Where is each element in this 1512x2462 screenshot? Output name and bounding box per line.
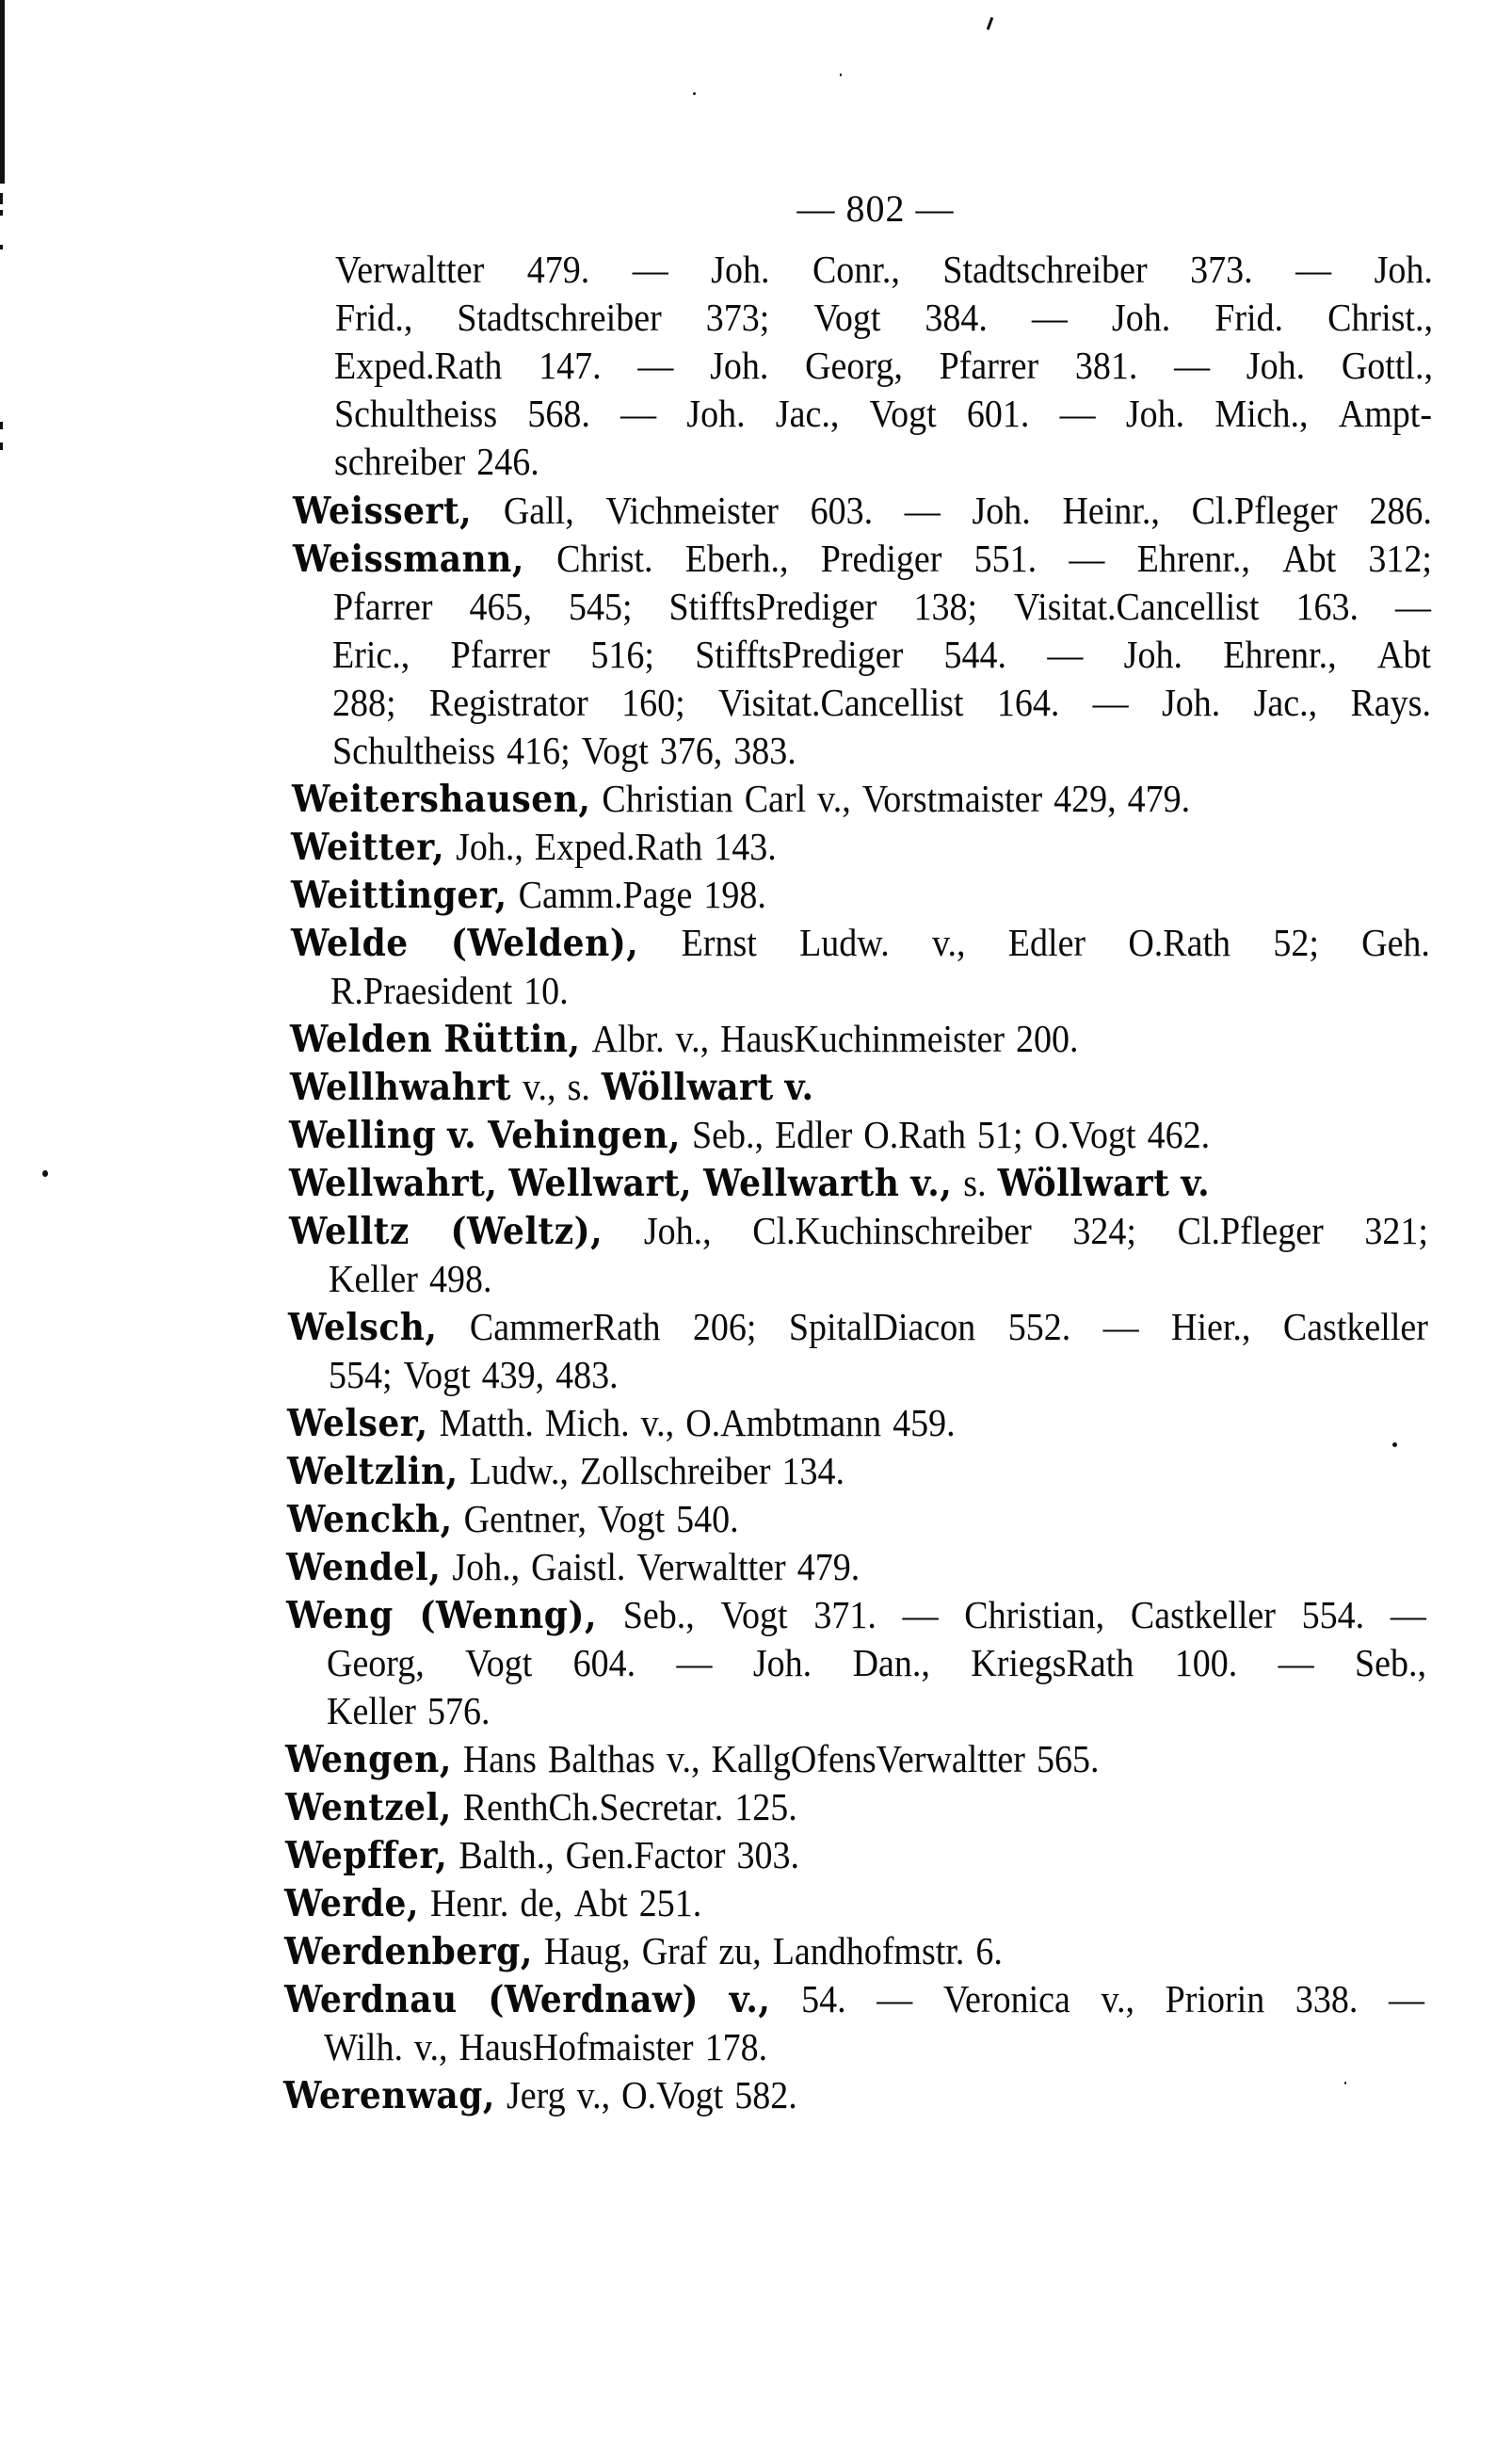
entry-text: — (1390, 1594, 1426, 1637)
entry-text: Balth., (458, 1834, 555, 1877)
entry-text: StifftsPrediger (668, 586, 877, 629)
scan-edge-shadow (0, 0, 5, 184)
entry-text: 540. (676, 1498, 739, 1541)
entry-text: O.Rath (863, 1114, 966, 1157)
entry-text: Vogt (581, 730, 649, 773)
entry-continuation-line (335, 245, 1433, 296)
entry-text: 383. (733, 730, 796, 773)
entry-text: Cl.Pfleger (1191, 490, 1338, 533)
entry-text: Frid. (1214, 297, 1284, 340)
entry-text: 416; (507, 730, 571, 773)
headword: Wöllwart (997, 1162, 1170, 1205)
entry-text: Cl.Pfleger (1177, 1210, 1324, 1253)
headword: Wenckh, (287, 1498, 453, 1541)
entry-text: Vogt (869, 393, 937, 436)
entry-text: — (1031, 297, 1068, 340)
entry-text: — (1069, 538, 1105, 581)
entry-text: 576. (426, 1690, 491, 1733)
headword: (Welden), (450, 922, 639, 965)
entry-text: Gentner, (463, 1498, 587, 1541)
entry-line (286, 1542, 1427, 1593)
entry-text: Abt (1376, 634, 1431, 677)
headword: v., (910, 1162, 953, 1205)
entry-text: Vogt (813, 297, 881, 340)
entry-text: Visitat.Cancellist (1013, 586, 1260, 629)
entry-text: Wilh. (324, 2026, 403, 2069)
entry-text: Edler (1007, 922, 1086, 965)
entry-text: 54. (801, 1978, 846, 2021)
entry-text: Pfarrer (939, 345, 1039, 388)
entry-continuation-line (333, 582, 1431, 633)
entry-text: — (904, 490, 941, 533)
entry-text: Schultheiss (332, 730, 496, 773)
headword: Wellwarth (703, 1162, 900, 1205)
entry-text: Seb., (691, 1114, 764, 1157)
entry-text: Vogt (598, 1498, 666, 1541)
entry-text: 565. (1036, 1738, 1100, 1781)
entry-text: Pfarrer (333, 586, 433, 629)
entry-text: Christian (602, 778, 733, 821)
entry-text: RenthCh.Secretar. (462, 1786, 724, 1829)
entry-text: — (637, 345, 674, 388)
entry-text: 551. (973, 538, 1037, 581)
entry-line (289, 1206, 1428, 1257)
entry-line (284, 1926, 1425, 1977)
entry-text: Ludw., (469, 1450, 569, 1493)
entry-text: Jac., (1253, 682, 1318, 725)
entry-text: Prediger (820, 538, 942, 581)
entry-text: Geh. (1361, 922, 1430, 965)
entry-line (286, 1590, 1426, 1641)
entry-continuation-line (329, 1254, 1428, 1305)
entry-line (290, 1062, 1429, 1113)
entry-text: 479. (526, 249, 590, 292)
entry-continuation-line (329, 1350, 1428, 1401)
entry-text: — (1047, 634, 1084, 677)
headword: v. (447, 1114, 477, 1157)
entry-text: 604. (572, 1642, 636, 1685)
entry-text: — (1059, 393, 1096, 436)
entry-text: Joh. (1111, 297, 1171, 340)
entry-text: Graf (641, 1930, 708, 1973)
entry-text: — (1092, 682, 1129, 725)
entry-text: 439, (481, 1354, 545, 1397)
entry-text: 178. (704, 2026, 768, 2069)
entry-text: Pfarrer (450, 634, 551, 677)
speck (42, 1170, 48, 1177)
entry-text: Matth. (439, 1402, 534, 1445)
entry-continuation-line (332, 726, 1431, 777)
headword: Welser, (287, 1402, 428, 1445)
entry-text: v., (640, 1402, 675, 1445)
entry-text: 164. (996, 682, 1060, 725)
entry-text: — (1295, 249, 1332, 292)
entry-text: Landhofmstr. (772, 1930, 965, 1973)
entry-text: Mich., (1214, 393, 1309, 436)
entry-continuation-line (332, 630, 1431, 681)
entry-text: s. (567, 1066, 590, 1109)
headword: Vehingen, (488, 1114, 681, 1157)
entry-line (285, 1830, 1425, 1881)
entry-text: de, (520, 1882, 563, 1925)
entry-line (287, 1494, 1427, 1545)
entry-text: Vogt (720, 1594, 788, 1637)
entry-text: Mich. (544, 1402, 630, 1445)
entry-text: — (877, 1978, 913, 2021)
entry-text: Joh. (1125, 393, 1185, 436)
entry-continuation-line (330, 966, 1429, 1017)
entry-line (293, 534, 1432, 585)
entry-text: 246. (476, 441, 539, 484)
entry-text: 483. (555, 1354, 619, 1397)
headword: Welden (290, 1018, 433, 1061)
entry-text: Eric., (332, 634, 410, 677)
entry-text: Joh. (1123, 634, 1182, 677)
entry-text: 373; (705, 297, 770, 340)
entry-text: Cl.Kuchinschreiber (752, 1210, 1032, 1253)
entry-text: O.Ambtmann (685, 1402, 882, 1445)
entry-text: — (632, 249, 668, 292)
entry-line (284, 1974, 1424, 2025)
entry-text: Verwaltter (636, 1546, 786, 1589)
entry-text: Christ. (556, 538, 653, 581)
entry-text: 479. (1127, 778, 1191, 821)
entry-text: Hier., (1171, 1306, 1251, 1349)
entry-text: HausHofmaister (458, 2026, 694, 2069)
entry-line (283, 2070, 1424, 2121)
headword: Welde (291, 922, 409, 965)
entry-text: Jac., (775, 393, 840, 436)
headword: Wellwahrt, (289, 1162, 498, 1205)
entry-text: 6. (975, 1930, 1003, 1973)
entry-text: Vogt (403, 1354, 471, 1397)
entry-text: — (1394, 586, 1431, 629)
scan-edge-mark (0, 245, 3, 249)
headword: Wentzel, (285, 1786, 452, 1829)
entry-continuation-line (334, 341, 1433, 392)
entry-text: Joh. (1246, 345, 1306, 388)
entry-text: Joh. (686, 393, 746, 436)
entry-line (291, 822, 1430, 873)
headword: (Wenng), (419, 1594, 598, 1637)
entry-text: 376, (659, 730, 723, 773)
headword: Wengen, (285, 1738, 452, 1781)
entry-text: KallgOfensVerwaltter (711, 1738, 1025, 1781)
entry-text: Christ., (1327, 297, 1433, 340)
entry-text: Gall, (503, 490, 574, 533)
entry-text: 206; (692, 1306, 757, 1349)
headword: (Weltz), (450, 1210, 603, 1253)
entry-text: Georg, (327, 1642, 425, 1685)
entry-continuation-line (327, 1686, 1426, 1737)
entry-text: 568. (527, 393, 590, 436)
entry-text: Dan., (852, 1642, 930, 1685)
headword: (Werdnaw) (488, 1978, 699, 2021)
entry-text: 52; (1273, 922, 1319, 965)
headword: Weng (286, 1594, 394, 1637)
entry-text: 10. (523, 970, 569, 1013)
entry-text: Carl (744, 778, 807, 821)
entry-text: 554; (329, 1354, 393, 1397)
entry-text: Castkeller (1282, 1306, 1428, 1349)
entry-text: Joh. (752, 1642, 812, 1685)
entry-text: 603. (810, 490, 874, 533)
entry-text: Zollschreiber (579, 1450, 771, 1493)
entry-text: Christian, (964, 1594, 1105, 1637)
entry-text: Exped.Rath (534, 826, 703, 869)
headword: Werenwag, (283, 2074, 495, 2117)
entry-text: 498. (428, 1258, 492, 1301)
entry-text: 198. (703, 874, 766, 917)
entry-text: 554. (1301, 1594, 1365, 1637)
entry-text: Stadtschreiber (457, 297, 662, 340)
entry-text: 200. (1015, 1018, 1079, 1061)
entry-text: 462. (1147, 1114, 1211, 1157)
scan-edge-mark (0, 193, 3, 204)
entry-line (291, 918, 1430, 969)
entry-line (285, 1734, 1426, 1785)
scan-edge-mark (0, 443, 3, 450)
entry-text: Joh. (1161, 682, 1221, 725)
entry-text: 321; (1364, 1210, 1428, 1253)
entry-line (287, 1446, 1427, 1497)
entry-text: v., (666, 1738, 700, 1781)
page-number: — 802 — (796, 187, 955, 230)
entry-text: — (1388, 1978, 1424, 2021)
entry-text: 147. (539, 345, 602, 388)
entry-text: Heinr., (1062, 490, 1160, 533)
entry-text: Joh., (643, 1210, 712, 1253)
entry-text: Seb., (622, 1594, 695, 1637)
headword: Werde, (284, 1882, 419, 1925)
entry-text: Haug, (543, 1930, 631, 1973)
entry-text: Henr. (429, 1882, 509, 1925)
entry-text: 143. (714, 826, 777, 869)
entry-text: Joh., (452, 1546, 521, 1589)
stray-mark (987, 17, 994, 30)
speck (840, 73, 842, 76)
headword: v. (1181, 1162, 1211, 1205)
entry-text: 479. (796, 1546, 861, 1589)
entry-text: Ludw. (799, 922, 890, 965)
entry-text: v., (576, 2074, 611, 2117)
entry-text: Ehrenr., (1223, 634, 1337, 677)
entry-line (291, 870, 1430, 921)
entry-text: v., (932, 922, 966, 965)
entry-text: v., (1101, 1978, 1135, 2021)
entry-text: Joh. (710, 345, 769, 388)
entry-continuation-line (327, 1638, 1426, 1689)
headword: Werdnau (284, 1978, 458, 2021)
entry-text: 312; (1368, 538, 1432, 581)
entry-text: v., (523, 1066, 556, 1109)
entry-text: 545; (568, 586, 633, 629)
entry-line (289, 1110, 1429, 1161)
entry-text: zu, (718, 1930, 762, 1973)
entry-text: — (1278, 1642, 1314, 1685)
entry-line (292, 774, 1430, 825)
entry-text: 384. (925, 297, 988, 340)
entry-text: Keller (329, 1258, 418, 1301)
entry-text: Visitat.Cancellist (717, 682, 964, 725)
headword: Wellwart, (508, 1162, 693, 1205)
entry-line (285, 1782, 1425, 1833)
entry-text: Registrator (428, 682, 588, 725)
entry-text: Priorin (1165, 1978, 1265, 2021)
headword: Rüttin, (443, 1018, 581, 1061)
entry-text: v., (413, 2026, 448, 2069)
entry-text: Verwaltter (335, 249, 485, 292)
entry-text: O.Rath (1128, 922, 1231, 965)
entry-text: — (620, 393, 657, 436)
headword: Wendel, (286, 1546, 442, 1589)
entry-text: Jerg (506, 2074, 566, 2117)
entry-text: Veronica (942, 1978, 1070, 2021)
entry-text: Vorstmaister (861, 778, 1043, 821)
headword: Werdenberg, (284, 1930, 533, 1973)
entry-text: Joh. (972, 490, 1031, 533)
entry-text: Eberh., (684, 538, 789, 581)
entry-text: KriegsRath (971, 1642, 1134, 1685)
entry-line (289, 1158, 1428, 1209)
entry-text: 381. (1074, 345, 1138, 388)
entry-text: 100. (1174, 1642, 1238, 1685)
entry-text: Conr., (812, 249, 900, 292)
entry-text: Joh. (711, 249, 770, 292)
entry-text: 371. (813, 1594, 877, 1637)
headword: Wellhwahrt (290, 1066, 512, 1109)
entry-text: Vichmeister (605, 490, 779, 533)
entry-text: 160; (621, 682, 685, 725)
entry-continuation-line (332, 678, 1431, 729)
entry-text: O.Vogt (1034, 1114, 1136, 1157)
headword: Weltzlin, (287, 1450, 458, 1493)
entry-continuation-line (335, 293, 1433, 344)
entry-continuation-line (334, 389, 1432, 440)
speck (693, 92, 696, 95)
scan-edge-mark (0, 210, 3, 216)
entry-text: Vogt (465, 1642, 533, 1685)
entry-text: Gottl., (1341, 345, 1433, 388)
entry-text: Gaistl. (531, 1546, 626, 1589)
entry-continuation-line (324, 2022, 1424, 2073)
entry-text: — (1102, 1306, 1139, 1349)
entry-text: Ernst (681, 922, 757, 965)
entry-text: 516; (590, 634, 654, 677)
entry-text: 251. (638, 1882, 702, 1925)
entry-text: Albr. (591, 1018, 665, 1061)
entry-text: Georg, (805, 345, 903, 388)
entry-text: 286. (1369, 490, 1432, 533)
headword: Welsch, (288, 1306, 438, 1349)
entry-text: Joh., (456, 826, 523, 869)
entry-text: — (1174, 345, 1211, 388)
entry-text: v., (675, 1018, 710, 1061)
entry-text: Abt (573, 1882, 628, 1925)
scan-edge-mark (0, 422, 3, 429)
entry-text: O.Vogt (621, 2074, 724, 2117)
headword: Welling (289, 1114, 437, 1157)
entry-text: 582. (734, 2074, 797, 2117)
entry-text: R.Praesident (330, 970, 513, 1013)
entry-line (287, 1398, 1427, 1449)
entry-text: 138; (913, 586, 977, 629)
entry-text: 552. (1007, 1306, 1071, 1349)
entry-text: s. (963, 1162, 987, 1205)
entry-continuation-line (334, 437, 1432, 488)
entry-line (288, 1302, 1428, 1353)
entry-text: Frid., (335, 297, 413, 340)
entry-text: — (676, 1642, 713, 1685)
entry-text: Stadtschreiber (942, 249, 1148, 292)
entry-text: v., (817, 778, 851, 821)
headword: Weissmann, (293, 538, 524, 581)
entry-text: 288; (332, 682, 396, 725)
entry-text: 338. (1295, 1978, 1359, 2021)
entry-text: Exped.Rath (334, 345, 503, 388)
entry-line (293, 486, 1432, 537)
headword: Weissert, (293, 490, 473, 533)
entry-text: Keller (327, 1690, 416, 1733)
headword: v. (784, 1066, 814, 1109)
entry-text: 324; (1072, 1210, 1136, 1253)
entry-text: Joh. (1374, 249, 1433, 292)
headword: Wepffer, (285, 1834, 448, 1877)
entry-line (284, 1878, 1425, 1929)
entry-text: SpitalDiacon (788, 1306, 976, 1349)
entry-text: HausKuchinmeister (720, 1018, 1005, 1061)
entry-text: Schultheiss (334, 393, 498, 436)
entry-text: 465, (469, 586, 532, 629)
entry-text: 303. (736, 1834, 800, 1877)
entry-text: 429, (1054, 778, 1117, 821)
entry-text: 125. (734, 1786, 797, 1829)
entry-text: StifftsPrediger (695, 634, 904, 677)
entry-text: 163. (1295, 586, 1359, 629)
entry-text: 134. (781, 1450, 844, 1493)
headword: Weitershausen, (292, 778, 591, 821)
entry-text: Ampt- (1338, 393, 1432, 436)
entry-text: 373. (1190, 249, 1253, 292)
entry-text: Balthas (547, 1738, 655, 1781)
entry-text: Gen.Factor (565, 1834, 726, 1877)
entry-text: Camm.Page (518, 874, 693, 917)
entry-line (290, 1014, 1429, 1065)
headword: Weittinger, (291, 874, 507, 917)
entry-text: Seb., (1354, 1642, 1426, 1685)
entry-text: 459. (893, 1402, 956, 1445)
headword: Wöllwart (601, 1066, 774, 1109)
entry-text: Hans (462, 1738, 537, 1781)
entry-text: 601. (966, 393, 1030, 436)
headword: v., (729, 1978, 771, 2021)
entry-text: Edler (774, 1114, 853, 1157)
headword: Weitter, (291, 826, 445, 869)
entry-text: 544. (943, 634, 1007, 677)
entry-text: schreiber (334, 441, 466, 484)
entry-text: CammerRath (469, 1306, 661, 1349)
entry-text: Ehrenr., (1136, 538, 1250, 581)
entry-text: Abt (1282, 538, 1337, 581)
entry-text: Rays. (1350, 682, 1431, 725)
headword: Welltz (289, 1210, 410, 1253)
entry-text: Castkeller (1130, 1594, 1276, 1637)
entry-text: — (902, 1594, 939, 1637)
entry-text: 51; (976, 1114, 1023, 1157)
